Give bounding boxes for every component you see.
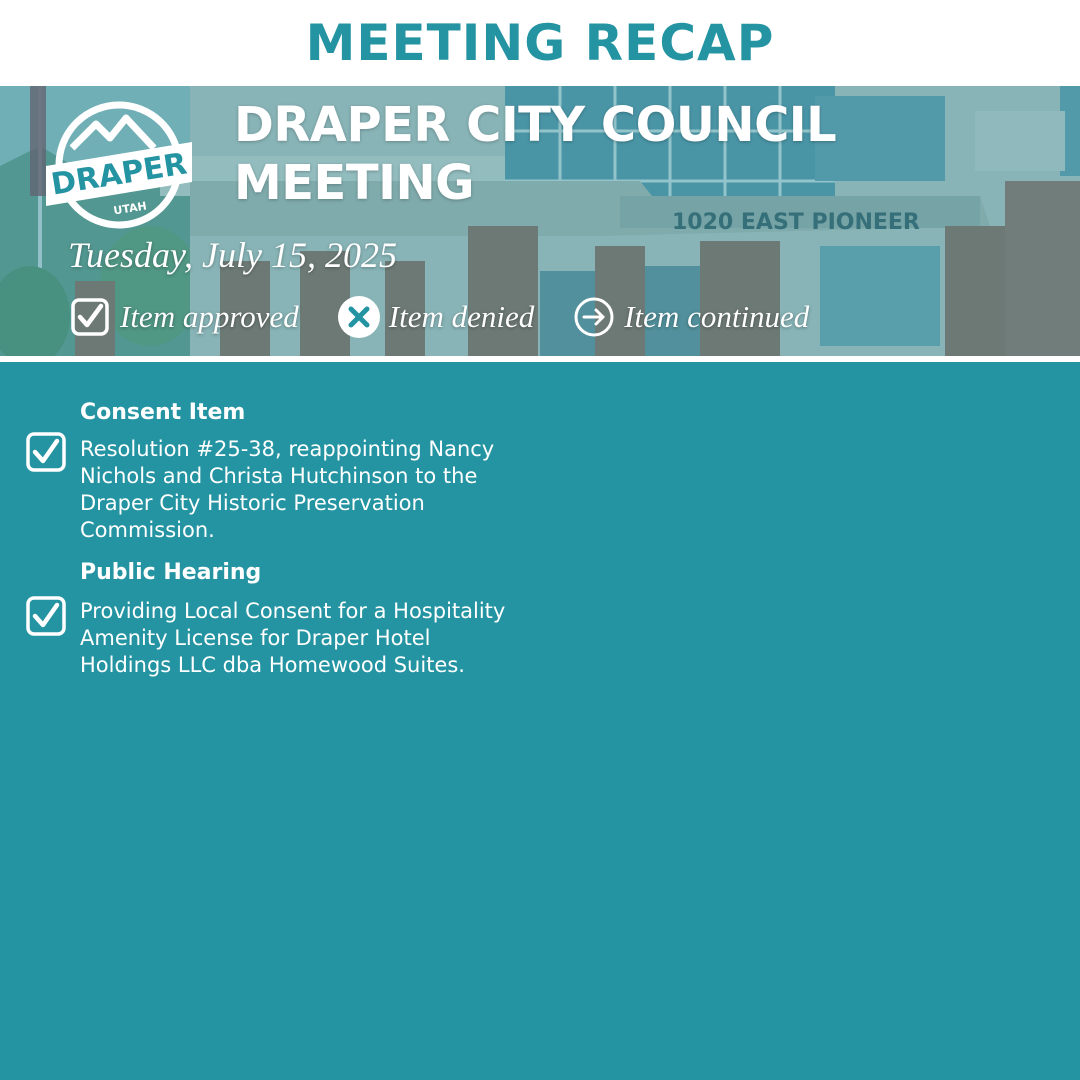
page-title: MEETING RECAP (305, 14, 775, 72)
legend-continued: Item continued (572, 295, 809, 339)
item-description: Resolution #25-38, reappointing Nancy Nichols and Christa Hutchinson to the Draper City Historic Preservation Commission. (80, 437, 495, 542)
circle-arrow-right-icon (572, 295, 616, 339)
approved-check-icon (26, 432, 66, 472)
logo-subtext: UTAH (112, 199, 148, 218)
checkbox-check-icon (68, 295, 112, 339)
section-heading: Consent Item (80, 400, 246, 425)
legend-denied: Item denied (337, 295, 534, 339)
divider (0, 356, 1080, 362)
draper-logo (44, 100, 194, 230)
circle-x-icon (337, 295, 381, 339)
item-description: Providing Local Consent for a Hospitality Amenity License for Draper Hotel Holdings LLC dba Homewood Suites. (80, 599, 506, 677)
legend-approved: Item approved (68, 295, 299, 339)
meeting-date: Tuesday, July 15, 2025 (68, 235, 397, 275)
hero-banner (0, 86, 1080, 356)
building-sign: 1020 EAST PIONEER (672, 210, 920, 235)
approved-check-icon (26, 596, 66, 636)
logo-text: DRAPER (48, 146, 190, 203)
status-legend (68, 294, 847, 340)
meeting-title: DRAPER CITY COUNCIL MEETING (234, 97, 837, 211)
section-heading: Public Hearing (80, 560, 262, 585)
top-banner (0, 0, 1080, 86)
